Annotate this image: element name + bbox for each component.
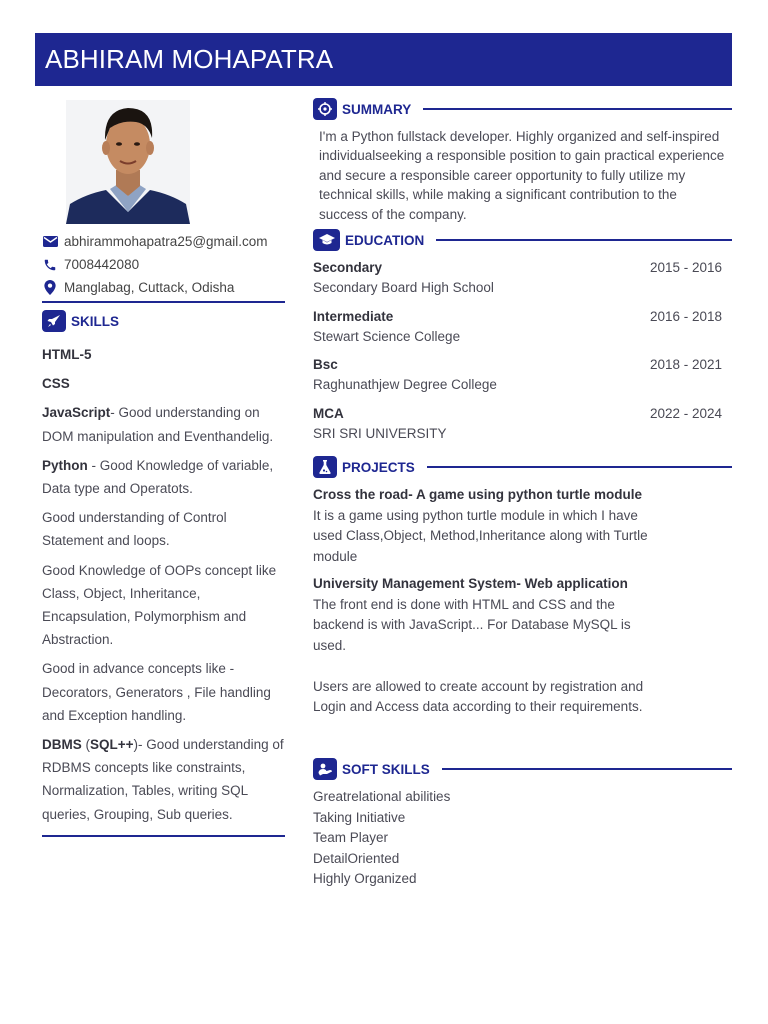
graduation-cap-icon	[313, 229, 340, 251]
education-entry	[313, 307, 732, 356]
phone-text[interactable]: 7008442080	[64, 257, 140, 272]
degree-name: Secondary	[313, 260, 383, 276]
skill-item: Good understanding of Control Statement and loops.	[42, 510, 227, 549]
divider	[42, 835, 285, 837]
contact-email	[42, 230, 285, 253]
project-entry	[313, 485, 732, 567]
map-pin-icon	[42, 280, 58, 296]
skills-title: SKILLS	[71, 313, 120, 329]
location-text: Manglabag, Cuttack, Odisha	[64, 280, 235, 295]
education-entry	[313, 355, 732, 404]
target-icon	[313, 98, 337, 120]
right-column	[313, 97, 732, 889]
school-name: Stewart Science College	[313, 328, 461, 344]
email-text[interactable]: abhirammohapatra25@gmail.com	[64, 234, 268, 249]
skill-item: JavaScript- Good understanding on DOM manipulation and Eventhandelig.	[42, 405, 274, 444]
degree-years: 2016 - 2018	[649, 308, 722, 324]
phone-icon	[42, 257, 58, 273]
contact-location	[42, 276, 285, 299]
skill-item: Python - Good Knowledge of variable, Data type and Operatots.	[42, 457, 274, 497]
skill-item: HTML-5	[42, 347, 92, 362]
degree-years: 2018 - 2021	[649, 357, 722, 373]
divider	[42, 301, 285, 303]
project-entry	[313, 574, 732, 717]
projects-title: PROJECTS	[342, 459, 415, 475]
skill-item-dbms: DBMS (SQL++)- Good understanding of RDBMS concepts like constraints, Normalization, Tables, writing SQL queries, Grouping, Sub queries.	[42, 737, 284, 822]
section-line	[423, 108, 732, 110]
soft-skills-list	[313, 787, 732, 889]
project-title: Cross the road- A game using python turtle module	[313, 487, 643, 503]
education-title: EDUCATION	[345, 232, 425, 248]
list-item: Highly Organized	[313, 871, 417, 887]
skills-header	[42, 309, 285, 333]
project-description-extra: Users are allowed to create account by registration and Login and Access data according to their requirements.	[313, 678, 644, 715]
education-list	[313, 258, 732, 452]
handshake-icon	[313, 758, 337, 780]
education-entry	[313, 258, 732, 307]
list-item: Greatrelational abilities	[313, 789, 451, 805]
summary-text: I'm a Python fullstack developer. Highly organized and self-inspired individualseeking a responsible position to gain practical experience and secure a responsible career opportunity to fully utilize my technical skills, while making a significant contribution to the success of the company.	[319, 129, 725, 222]
education-header	[313, 228, 732, 252]
skill-item: Good Knowledge of OOPs concept like Class, Object, Inheritance, Encapsulation, Polymorphism and Abstraction.	[42, 562, 277, 648]
section-line	[436, 239, 732, 241]
name-banner	[35, 33, 732, 86]
project-description: The front end is done with HTML and CSS and the backend is with JavaScript... For Database MySQL is used.	[313, 596, 631, 653]
degree-name: MCA	[313, 405, 344, 421]
degree-name: Intermediate	[313, 308, 394, 324]
degree-name: Bsc	[313, 357, 338, 373]
candidate-name: ABHIRAM MOHAPATRA	[45, 44, 334, 74]
left-column	[42, 100, 285, 837]
contact-phone	[42, 253, 285, 276]
envelope-icon	[42, 234, 58, 250]
degree-years: 2022 - 2024	[649, 405, 722, 421]
skill-item: CSS	[42, 376, 70, 392]
summary-header	[313, 97, 732, 121]
soft-skills-header	[313, 757, 732, 781]
project-description: It is a game using python turtle module in which I have used Class,Object, Method,Inheritance along with Turtle module	[313, 508, 648, 564]
project-title: University Management System- Web application	[313, 575, 628, 591]
summary-title: SUMMARY	[342, 101, 412, 117]
soft-skills-title: SOFT SKILLS	[342, 761, 430, 777]
rocket-icon	[42, 310, 66, 332]
contact-info	[42, 230, 285, 299]
skills-list	[42, 343, 285, 837]
list-item: Taking Initiative	[313, 809, 406, 825]
profile-photo	[66, 100, 190, 224]
section-line	[442, 768, 732, 770]
education-entry	[313, 404, 732, 453]
school-name: SRI SRI UNIVERSITY	[313, 425, 447, 441]
school-name: Raghunathjew Degree College	[313, 377, 497, 393]
degree-years: 2015 - 2016	[649, 260, 722, 276]
skill-item: Good in advance concepts like - Decorators, Generators , File handling and Exception handling.	[42, 661, 271, 723]
flask-icon	[313, 456, 337, 478]
school-name: Secondary Board High School	[313, 280, 494, 296]
section-line	[427, 466, 732, 468]
list-item: Team Player	[313, 830, 389, 846]
projects-header	[313, 455, 732, 479]
list-item: DetailOriented	[313, 850, 400, 866]
